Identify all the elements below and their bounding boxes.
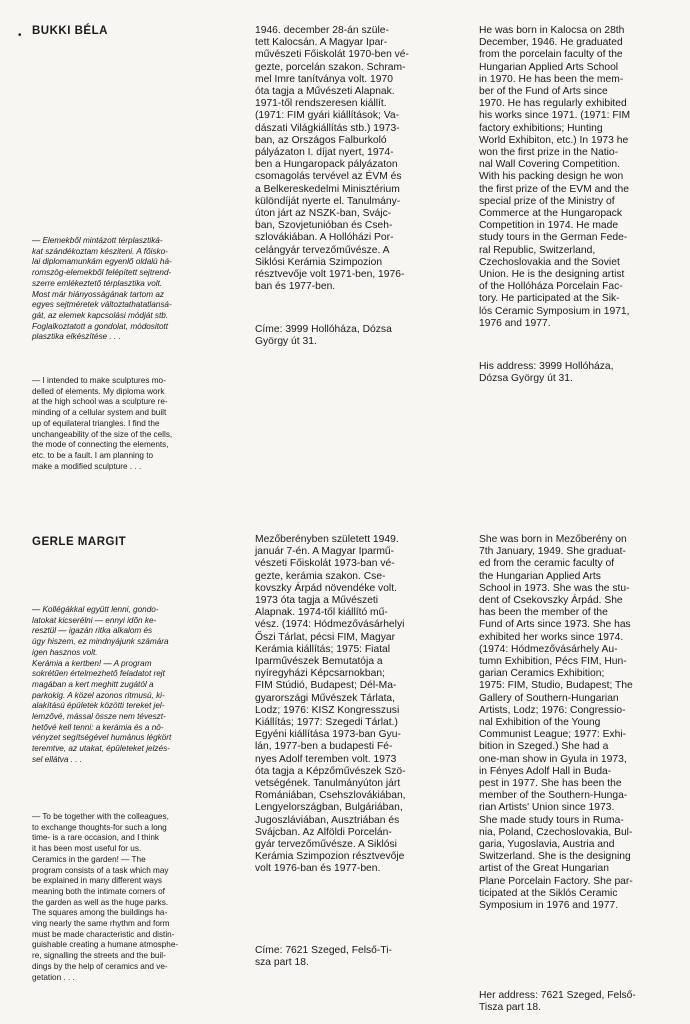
artist-bio-english: She was born in Mezőberény on 7th January, 1949. She graduat- ed from the ceramic faculty of the Hungarian Applied Arts School in 1973. She was the stu- dent of Csekovszky Árpád. She has been the member of the Fund of Arts since 1973. She has exhibited her works since 1974. (1974: Hódmezővásárhely Au- tumn Exhibition, Pécs FIM, Hun- garian Ceramics Exhibition; 1975: FIM, Studio, Budapest; The Gallery of Southern-Hungarian Artists, Lodz; 1976: Congressio- nal Exhibition of the Young Communist League; 1977: Exhi- bition in Szeged.) She had a one-man show in Gyula in 1973, in Fényes Adolf Hall in Buda- pest in 1977. She has been the member of the Southern-Hunga- rian Artists' Union since 1973. She made study tours in Ruma- nia, Poland, Czechoslovakia, Bul- garia, Yugoslavia, Austria and Switzerland. She is the designing artist of the Great Hungarian Plane Porcelain Factory. She par- ticipated at the Siklós Ceramic Symposium in 1976 and 1977. [479, 534, 633, 912]
artist-quote-hungarian: — Kollégákkal együtt lenni, gondo- latokat kicserélni — ennyi idõn ke- resztül — igazán ritka alkalom és úgy hiszem, ez mindnyájunk számára igen hasznos volt. Kerámia a kertben! — A program sokrétűen értelmezhető feladatot rejt magában a kert meghitt zugától a parkokig. A közel azonos ritmusú, ki- alakítású épületek közötti tereket jel- lemzővé, mással össze nem téveszt- hetővé kell tenni: a kerámia és a nö- vényzet segítségével humánus légkört teremtve, az utakat, épületeket jelzés- sel ellátva . . . [32, 605, 172, 764]
artist-quote-english: — I intended to make sculptures mo- delled of elements. My diploma work at the high school was a sculpture re- minding of a cellular system and built up of equilateral triangles. I find the unchangeability of the size of the cells, the mode of connecting the elements, etc. to be a fault. I am planning to make a modified sculpture . . . [32, 376, 173, 471]
artist-address-hungarian: Címe: 7621 Szeged, Felső-Ti- sza part 18. [255, 945, 392, 969]
artist-bio-hungarian: Mezőberényben született 1949. január 7-én. A Magyar Iparmű- vészeti Főiskolát 1973-ban vé- gezte, kerámia szakon. Cse- kovszky Árpád növendéke volt. 1973 óta tagja a Művészeti Alapnak. 1974-től kiállító mű- vész. (1974: Hódmezővásárhelyi Őszi Tárlat, pécsi FIM, Magyar Kerámia kiállítás; 1975: Fiatal Iparművészek Bemutatója a nyíregyházi Képcsarnokban; FIM Stúdió, Budapest; Dél-Ma- gyarországi Művészek Tárlata, Lodz; 1976: KISZ Kongresszusi Kiállítás; 1977: Szegedi Tárlat.) Egyéni kiállítása 1973-ban Gyu- lán, 1977-ben a budapesti Fé- nyes Adolf teremben volt. 1973 óta tagja a Képzőművészek Szö- vetségének. Tanulmányúton járt Romániában, Csehszlovákiában, Lengyelországban, Bulgáriában, Jugoszláviában, Ausztriában és Svájcban. Az Alföldi Porcelán- gyár tervezőművésze. A Siklósi Kerámia Szimpozion résztvevője volt 1976-ban és 1977-ben. [255, 534, 406, 875]
artist-quote-english: — To be together with the colleagues, to exchange thoughts-for such a long time- is a rare occasion, and I think it has been most useful for us. Ceramics in the garden! — The program consists of a task which may be explained in many different ways meaning both the intimate corners of the garden as well as the huge parks. The squares among the buildings ha- ving nearly the same rhythm and form must be made characteristic and distin- guishable creating a humane atmosphe- re, signalling the streets and the buil- dings by the help of ceramics and ve- getation . . . [32, 812, 179, 982]
artist-address-english: Her address: 7621 Szeged, Felső- Tisza part 18. [479, 990, 636, 1014]
page-mark: • [18, 30, 22, 41]
artist-bio-english: He was born in Kalocsa on 28th December, 1946. He graduated from the porcelain faculty of the Hungarian Applied Arts School in 1970. He has been the mem- ber of the Fund of Arts since 1970. He has regularly exhibited his works since 1971. (1971: FIM factory exhibitions; Hunting World Exhibiton, etc.) In 1973 he won the first prize in the Natio- nal Wall Covering Competition. With his packing design he won the first prize of the EVM and the special prize of the Ministry of Commerce at the Hungaropack Competition in 1974. He made study tours in the German Fede- ral Republic, Switzerland, Czechoslovakia and the Soviet Union. He is the designing artist of the Hollóháza Porcelain Fac- tory. He participated at the Sik- lós Ceramic Symposium in 1971, 1976 and 1977. [479, 25, 631, 329]
artist-quote-hungarian: — Elemekből mintázott térplasztiká- kat szándékoztam késziteni. A főisko- lai diplomamunkám egyenlő oldalú há- romszög-elemekből felépített sejtrend- szerre emlékeztető térplasztika volt. Most már hiányosságának tartom az egyes sejtméretek változtathatatlansá- gát, az elemek kapcsolási módját stb. Foglalkoztatott a gondolat, módositott plasztika elkészítése . . . [32, 236, 172, 342]
artist-bio-hungarian: 1946. december 28-án szüle- tett Kalocsán. A Magyar Ipar- művészeti Főiskolát 1970-ben vé- gezte, porcelán szakon. Schram- mel Imre tanítványa volt. 1970 óta tagja a Művészeti Alapnak. 1971-től rendszeresen kiállít. (1971: FIM gyári kiállítások; Va- dászati Világkiállítás stb.) 1973- ban, az Országos Falburkoló pályázaton I. díjat nyert, 1974- ben a Hungaropack pályázaton csomagolás tervével az ÉVM és a Belkereskedelmi Minisztérium különdíját nyerte el. Tanulmány- úton járt az NSZK-ban, Svájc- ban, Szovjetunióban és Cseh- szlovákiában. A Hollóházi Por- celángyár tervezőművésze. A Siklósi Kerámia Szimpozion résztvevője volt 1971-ben, 1976- ban és 1977-ben. [255, 25, 409, 293]
artist-name: GERLE MARGIT [32, 536, 127, 548]
artist-address-english: His address: 3999 Hollóháza, Dózsa György út 31. [479, 361, 614, 385]
artist-address-hungarian: Címe: 3999 Hollóháza, Dózsa György út 31. [255, 324, 392, 348]
artist-name: BUKKI BÉLA [32, 25, 108, 37]
